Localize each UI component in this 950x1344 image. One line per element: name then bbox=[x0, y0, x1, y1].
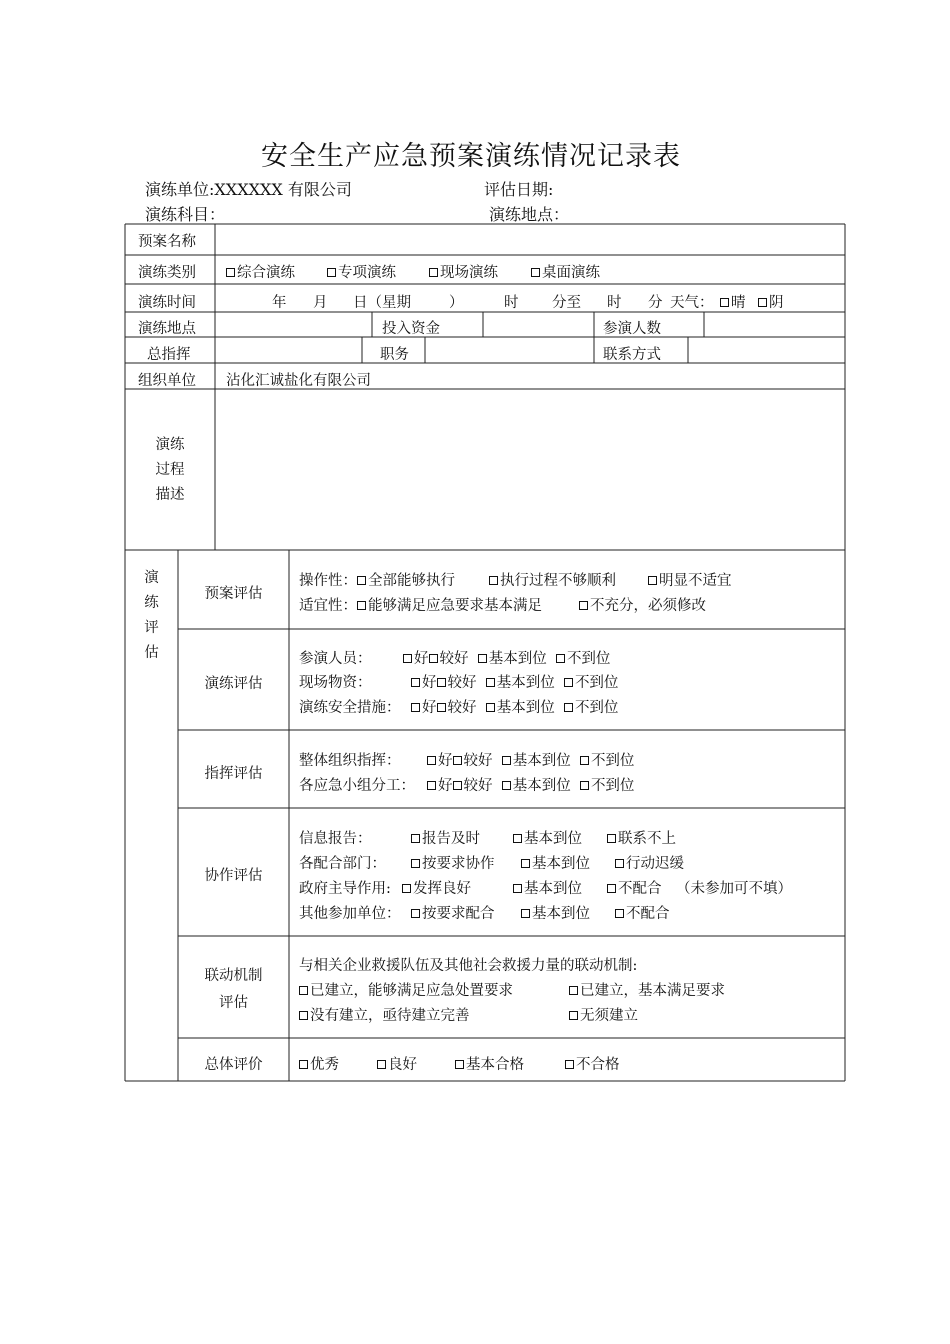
drill-type-label: 演练类别 bbox=[138, 265, 196, 281]
weather-sunny[interactable]: 晴 bbox=[720, 291, 746, 312]
checkbox-icon bbox=[720, 298, 729, 307]
checkbox-icon bbox=[489, 576, 498, 585]
contact-label: 联系方式 bbox=[603, 347, 661, 363]
depts-opt-2[interactable]: 基本到位 bbox=[521, 852, 590, 873]
operability-opt-3[interactable]: 明显不适宜 bbox=[648, 569, 732, 590]
linkage-eval-label: 联动机制 评估 bbox=[204, 968, 263, 1011]
drill-type-comprehensive[interactable]: 综合演练 bbox=[226, 261, 295, 282]
funds-label: 投入资金 bbox=[382, 321, 440, 337]
time-year: 年 bbox=[272, 295, 287, 311]
overall-opt-fail[interactable]: 不合格 bbox=[565, 1053, 620, 1074]
drill-unit-label: 演练单位: bbox=[145, 180, 215, 199]
time-hour: 时 bbox=[504, 295, 519, 311]
linkage-opt-2[interactable]: 已建立，基本满足要求 bbox=[569, 979, 725, 1000]
overall-opt-pass[interactable]: 基本合格 bbox=[455, 1053, 524, 1074]
time-hour-2: 时 bbox=[607, 295, 622, 311]
staff-options[interactable]: 好 较好 基本到位 不到位 bbox=[403, 647, 610, 668]
org-label: 组织单位 bbox=[138, 373, 196, 389]
checkbox-icon bbox=[758, 298, 767, 307]
org-value: 沾化汇诚盐化有限公司 bbox=[226, 373, 371, 389]
suitability-opt-2[interactable]: 不充分，必须修改 bbox=[579, 594, 706, 615]
evaluation-side-label: 演 练 评 估 bbox=[144, 570, 159, 661]
linkage-opt-4[interactable]: 无须建立 bbox=[569, 1004, 638, 1025]
operability-opt-2[interactable]: 执行过程不够顺利 bbox=[489, 569, 616, 590]
time-minute-2: 分 bbox=[648, 295, 663, 311]
group-division-options[interactable]: 好 较好 基本到位 不到位 bbox=[427, 774, 634, 795]
checkbox-icon bbox=[357, 576, 366, 585]
checkbox-icon bbox=[579, 601, 588, 610]
gov-opt-2[interactable]: 基本到位 bbox=[513, 877, 582, 898]
position-label: 职务 bbox=[380, 347, 409, 363]
drill-subject-label: 演练科目： bbox=[145, 205, 226, 224]
gov-note: （未参加可不填） bbox=[676, 881, 792, 897]
gov-opt-1[interactable]: 发挥良好 bbox=[402, 877, 471, 898]
weather-label: 天气： bbox=[670, 295, 714, 311]
checkbox-icon bbox=[226, 268, 235, 277]
time-close-paren: ） bbox=[449, 295, 464, 311]
checkbox-icon bbox=[327, 268, 336, 277]
others-opt-2[interactable]: 基本到位 bbox=[521, 902, 590, 923]
drill-location-header-label: 演练地点： bbox=[489, 205, 570, 224]
others-opt-1[interactable]: 按要求配合 bbox=[411, 902, 495, 923]
operability-row: 操作性： 全部能够执行 bbox=[299, 573, 455, 589]
drill-type-onsite[interactable]: 现场演练 bbox=[429, 261, 498, 282]
location-label: 演练地点 bbox=[138, 321, 196, 337]
overall-opt-good[interactable]: 良好 bbox=[377, 1053, 417, 1074]
time-minute-to: 分至 bbox=[552, 295, 581, 311]
eval-date-label: 评估日期: bbox=[484, 180, 554, 199]
overall-opt-excellent[interactable]: 优秀 bbox=[299, 1053, 339, 1074]
overall-command-options[interactable]: 好 较好 基本到位 不到位 bbox=[427, 749, 634, 770]
linkage-opt-1[interactable]: 已建立，能够满足应急处置要求 bbox=[299, 979, 513, 1000]
gov-label: 政府主导作用: bbox=[299, 881, 391, 897]
time-month: 月 bbox=[313, 295, 328, 311]
others-label: 其他参加单位： bbox=[299, 906, 401, 922]
depts-label: 各配合部门： bbox=[299, 856, 386, 872]
overall-eval-label: 总体评价 bbox=[204, 1057, 263, 1073]
suitability-row: 适宜性： 能够满足应急要求基本满足 bbox=[299, 598, 542, 614]
materials-label: 现场物资： bbox=[299, 675, 372, 691]
drill-type-tabletop[interactable]: 桌面演练 bbox=[531, 261, 600, 282]
process-description-label: 演练 过程 描述 bbox=[155, 437, 185, 503]
checkbox-icon bbox=[429, 268, 438, 277]
overall-command-label: 整体组织指挥： bbox=[299, 753, 401, 769]
drill-type-special[interactable]: 专项演练 bbox=[327, 261, 396, 282]
info-opt-3[interactable]: 联系不上 bbox=[607, 827, 676, 848]
plan-name-label: 预案名称 bbox=[138, 234, 196, 250]
coop-eval-label: 协作评估 bbox=[204, 868, 263, 884]
commander-label: 总指挥 bbox=[147, 347, 191, 363]
checkbox-icon bbox=[357, 601, 366, 610]
linkage-description: 与相关企业救援队伍及其他社会救援力量的联动机制: bbox=[299, 958, 638, 974]
staff-label: 参演人员： bbox=[299, 651, 372, 667]
safety-label: 演练安全措施： bbox=[299, 700, 401, 716]
materials-options[interactable]: 好 较好 基本到位 不到位 bbox=[411, 671, 618, 692]
info-opt-1[interactable]: 报告及时 bbox=[411, 827, 480, 848]
info-opt-2[interactable]: 基本到位 bbox=[513, 827, 582, 848]
linkage-opt-3[interactable]: 没有建立，亟待建立完善 bbox=[299, 1004, 470, 1025]
others-opt-3[interactable]: 不配合 bbox=[615, 902, 670, 923]
info-report-label: 信息报告： bbox=[299, 831, 372, 847]
command-eval-label: 指挥评估 bbox=[204, 766, 263, 782]
plan-eval-label: 预案评估 bbox=[204, 586, 263, 602]
depts-opt-3[interactable]: 行动迟缓 bbox=[615, 852, 684, 873]
time-day-weekday: 日（星期 bbox=[353, 295, 411, 311]
depts-opt-1[interactable]: 按要求协作 bbox=[411, 852, 495, 873]
drill-eval-label: 演练评估 bbox=[204, 676, 263, 692]
checkbox-icon bbox=[648, 576, 657, 585]
weather-cloudy[interactable]: 阴 bbox=[758, 291, 784, 312]
checkbox-icon bbox=[531, 268, 540, 277]
group-division-label: 各应急小组分工： bbox=[299, 778, 415, 794]
safety-options[interactable]: 好 较好 基本到位 不到位 bbox=[411, 696, 618, 717]
drill-unit-value: XXXXXX 有限公司 bbox=[214, 180, 352, 199]
page-title: 安全生产应急预案演练情况记录表 bbox=[261, 141, 681, 172]
participants-label: 参演人数 bbox=[603, 321, 661, 337]
drill-time-label: 演练时间 bbox=[138, 295, 196, 311]
gov-opt-3[interactable]: 不配合 bbox=[607, 877, 662, 898]
